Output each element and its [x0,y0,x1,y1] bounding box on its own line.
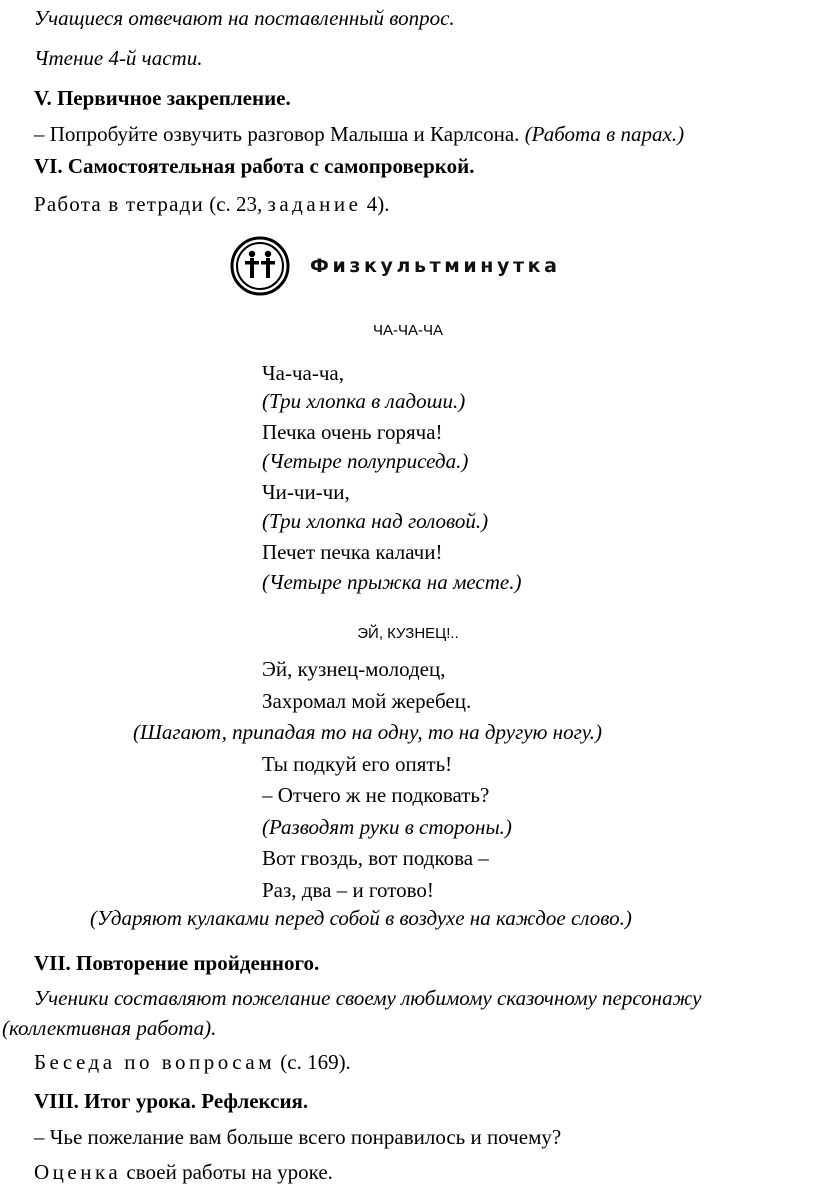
section-7-line-1: Ученики составляют пожелание своему любимому сказочному персонажу [34,986,702,1010]
poem-1-stage-direction: (Три хлопка над головой.) [262,509,489,533]
section-6-text-c: задание [267,192,362,216]
poem-2-stage-direction: (Разводят руки в стороны.) [262,815,512,839]
two-figures-icon [230,236,290,296]
section-6-text-a: Работа в тетради [34,192,204,216]
poem-2-line: Захромал мой жеребец. [262,689,472,713]
section-8-grade-b: своей работы на уроке. [126,1160,333,1184]
section-6-text-d: 4). [366,192,390,216]
section-7-talk-a: Беседа по вопросам [34,1050,275,1074]
section-6-text-b: (с. 23, [209,192,263,216]
poem-1-stage-direction: (Четыре прыжка на месте.) [262,570,522,594]
section-6-heading: VI. Самостоятельная работа с самопроверкой. [34,154,475,178]
intro-line-2: Чтение 4-й части. [34,46,203,70]
poem-2-line: Эй, кузнец-молодец, [262,657,446,681]
poem-2-line: Вот гвоздь, вот подкова – [262,846,489,870]
poem-1-line: Печет печка калачи! [262,540,443,564]
section-5-instruction: – Попробуйте озвучить разговор Малыша и Карлсона. [34,122,520,146]
poem-1-stage-direction: (Четыре полуприседа.) [262,449,469,473]
intro-line-1: Учащиеся отвечают на поставленный вопрос. [34,6,455,30]
section-8-grade-a: Оценка [34,1160,122,1184]
section-7-talk [34,1050,351,1074]
section-5-text [34,122,684,146]
poem-2-stage-direction: (Шагают, припадая то на одну, то на другую ногу.) [133,720,603,744]
section-5-heading: V. Первичное закрепление. [34,86,291,110]
section-5-note: (Работа в парах.) [524,122,685,146]
section-6-text [34,192,389,216]
poem-2-stage-direction: (Ударяют кулаками перед собой в воздухе на каждое слово.) [90,906,632,930]
poem-1-title: ЧА-ЧА-ЧА [373,322,443,339]
section-7-line-2: (коллективная работа). [2,1016,217,1040]
section-8-heading: VIII. Итог урока. Рефлексия. [34,1089,309,1113]
poem-2-line: – Отчего ж не подковать? [262,783,490,807]
fizminutka-label: Физкультминутка [310,255,561,277]
section-8-question: – Чье пожелание вам больше всего понравилось и почему? [34,1125,562,1149]
section-8-grade [34,1160,333,1184]
poem-2-line: Ты подкуй его опять! [262,752,453,776]
poem-1-line: Ча-ча-ча, [262,361,344,385]
fizminutka-header [230,234,561,298]
poem-2-title: ЭЙ, КУЗНЕЦ!.. [357,625,459,642]
poem-2-line: Раз, два – и готово! [262,878,434,902]
section-7-heading: VII. Повторение пройденного. [34,951,320,975]
poem-1-line: Печка очень горяча! [262,420,443,444]
section-7-talk-b: (с. 169). [280,1050,351,1074]
poem-1-stage-direction: (Три хлопка в ладоши.) [262,389,466,413]
poem-1-line: Чи-чи-чи, [262,480,350,504]
